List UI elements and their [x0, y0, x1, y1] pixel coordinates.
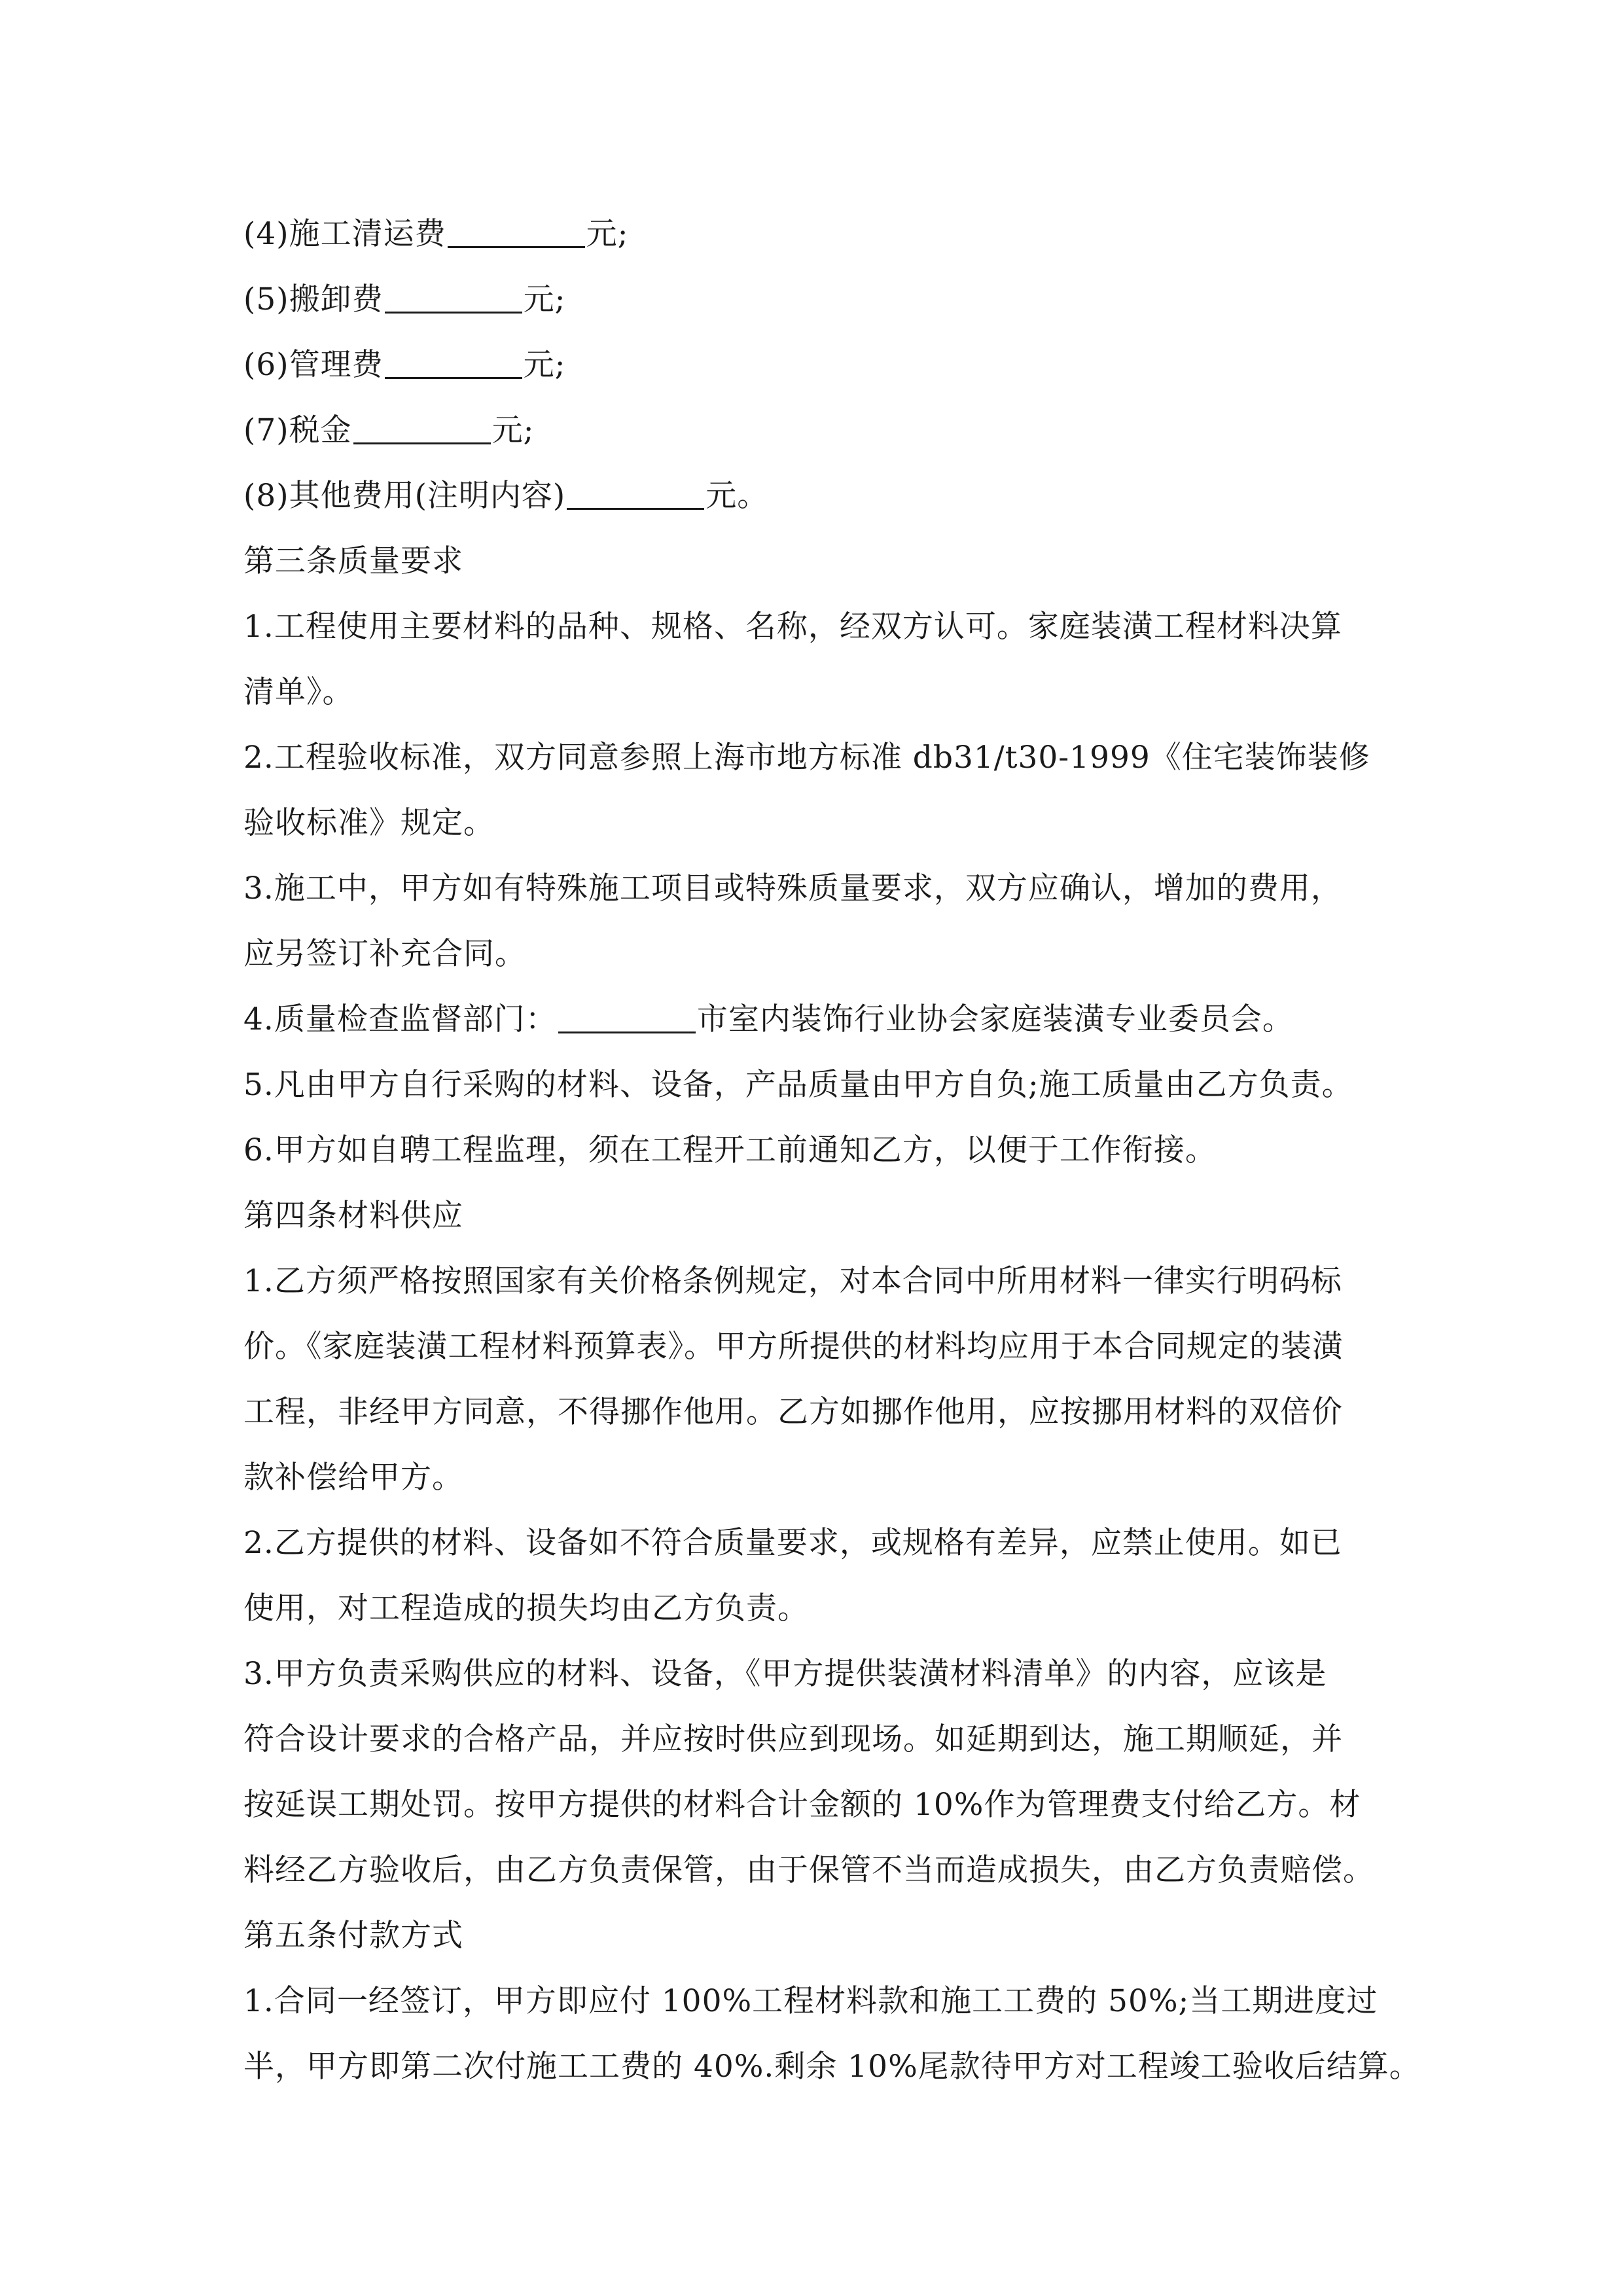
- article-3-item-1: 1.工程使用主要材料的品种、规格、名称，经双方认可。家庭装潢工程材料决算 清单》。: [243, 609, 1342, 710]
- fill-blank[interactable]: [385, 310, 522, 314]
- fill-blank[interactable]: [448, 245, 585, 248]
- fee-item: (4)施工清运费 元;: [243, 216, 629, 252]
- fee-item: (6)管理费 元;: [243, 347, 566, 383]
- contract-body: [243, 202, 1421, 2100]
- fee-item: (5)搬卸费 元;: [243, 281, 566, 317]
- article-3-item-5: 5.凡由甲方自行采购的材料、设备，产品质量由甲方自负;施工质量由乙方负责。: [243, 1067, 1353, 1103]
- fill-blank[interactable]: [558, 1030, 696, 1033]
- article-3-item-3: 3.施工中，甲方如有特殊施工项目或特殊质量要求，双方应确认，增加的费用， 应另签订补充合同。: [243, 870, 1342, 972]
- fill-blank[interactable]: [353, 441, 491, 444]
- article-5-item-1: 1.合同一经签订，甲方即应付 100%工程材料款和施工工费的 50%;当工期进度过 半，甲方即第二次付施工工费的 40%.剩余 10%尾款待甲方对工程竣工验收后结算。: [243, 1983, 1421, 2085]
- article-3-item-4: 4.质量检查监督部门： 市室内装饰行业协会家庭装潢专业委员会。: [243, 1001, 1294, 1037]
- fill-blank[interactable]: [567, 507, 704, 510]
- fill-blank[interactable]: [385, 376, 522, 379]
- article-4-title: 第四条材料供应: [243, 1198, 463, 1234]
- article-3-title: 第三条质量要求: [243, 543, 463, 579]
- article-4-item-3: 3.甲方负责采购供应的材料、设备，《甲方提供装潢材料清单》的内容，应该是 符合设计要求的合格产品，并应按时供应到现场。如延期到达，施工期顺延，并 按延误工期处罚。按甲方提供的材料合计金额的 10%作为管理费支付给乙方。材 料经乙方验收后，由乙方负责保管，由于保管不当而造成损失，由乙方负责赔偿。: [243, 1656, 1374, 1888]
- fee-item: (7)税金 元;: [243, 412, 535, 448]
- article-3-item-6: 6.甲方如自聘工程监理，须在工程开工前通知乙方，以便于工作衔接。: [243, 1132, 1217, 1168]
- article-3-item-2: 2.工程验收标准，双方同意参照上海市地方标准 db31/t30-1999《住宅装饰装修 验收标准》规定。: [243, 740, 1370, 841]
- article-4-item-1: 1.乙方须严格按照国家有关价格条例规定，对本合同中所用材料一律实行明码标 价。《家庭装潢工程材料预算表》。甲方所提供的材料均应用于本合同规定的装潢 工程，非经甲方同意，不得挪作他用。乙方如挪作他用，应按挪用材料的双倍价 款补偿给甲方。: [243, 1263, 1344, 1496]
- fee-item: (8)其他费用(注明内容) 元。: [243, 478, 769, 514]
- article-4-item-2: 2.乙方提供的材料、设备如不符合质量要求，或规格有差异，应禁止使用。如已 使用，对工程造成的损失均由乙方负责。: [243, 1525, 1342, 1626]
- article-5-title: 第五条付款方式: [243, 1918, 463, 1954]
